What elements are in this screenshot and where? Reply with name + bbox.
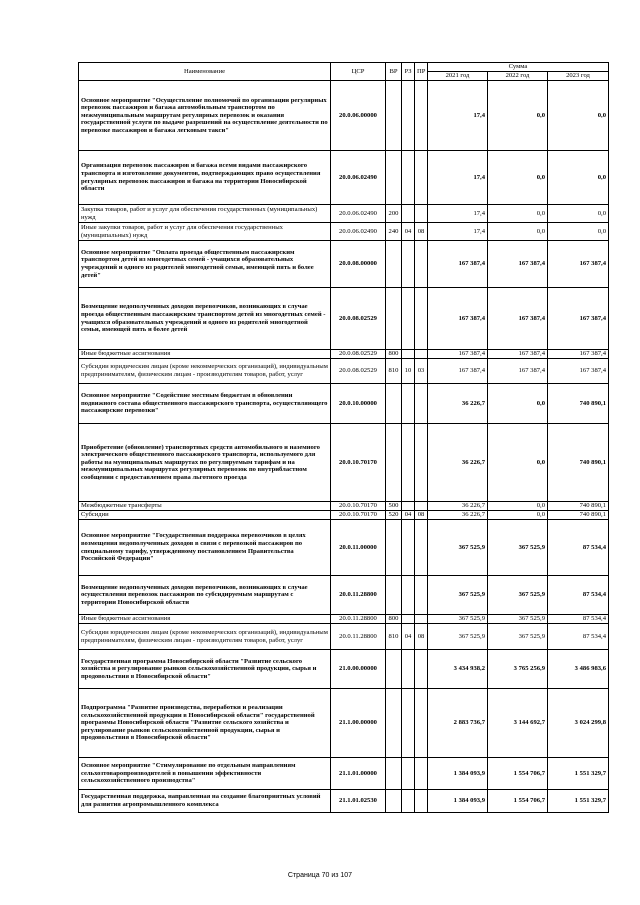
row-csr: 20.0.08.02529 [331,350,386,359]
row-csr: 20.0.06.02490 [331,223,386,241]
table-row [79,615,609,624]
row-value-2021: 36 226,7 [428,502,488,511]
row-value-2023: 87 534,4 [548,576,609,615]
row-name: Субсидии юридическим лицам (кроме некоммерческих организаций), индивидуальным предпринимателям, физическим лицам - производителям товаров, работ, услуг [79,359,331,384]
row-rz [402,758,415,790]
row-value-2023: 1 551 329,7 [548,758,609,790]
row-value-2022: 167 387,4 [488,288,548,350]
row-csr: 20.0.11.28800 [331,576,386,615]
table-row [79,502,609,511]
row-csr: 20.0.06.02490 [331,205,386,223]
row-pr [415,205,428,223]
row-vr [386,758,402,790]
table-row [79,520,609,576]
row-value-2022: 0,0 [488,502,548,511]
row-value-2022: 367 525,9 [488,520,548,576]
row-pr [415,650,428,689]
table-row [79,424,609,502]
row-value-2021: 36 226,7 [428,384,488,424]
row-vr: 800 [386,350,402,359]
row-vr [386,288,402,350]
row-csr: 21.0.00.00000 [331,650,386,689]
table-row [79,359,609,384]
row-value-2023: 167 387,4 [548,359,609,384]
table-row [79,223,609,241]
row-value-2022: 0,0 [488,205,548,223]
row-value-2021: 367 525,9 [428,624,488,650]
row-value-2023: 740 890,1 [548,424,609,502]
row-value-2023: 167 387,4 [548,288,609,350]
row-name: Основное мероприятие "Стимулирование по отдельным направлениям сельхозтоваропроизводителей в повышении эффективности сельскохозяйственного производства" [79,758,331,790]
row-vr: 240 [386,223,402,241]
row-value-2023: 0,0 [548,223,609,241]
row-value-2022: 167 387,4 [488,350,548,359]
row-name: Подпрограмма "Развитие производства, переработки и реализации сельскохозяйственной продукции в Новосибирской области" государственной программы Новосибирской области "Развитие сельского хозяйства и регулирование рынков сельскохозяйственной продукции, сырья и продовольствия в Новосибирской области" [79,689,331,758]
row-vr: 200 [386,205,402,223]
row-rz [402,790,415,813]
row-value-2021: 36 226,7 [428,511,488,520]
table-row [79,758,609,790]
row-value-2022: 1 554 706,7 [488,790,548,813]
row-value-2022: 0,0 [488,151,548,205]
row-value-2022: 0,0 [488,511,548,520]
row-name: Государственная программа Новосибирской области "Развитие сельского хозяйства и регулирование рынков сельскохозяйственной продукции, сырья и продовольствия в Новосибирской области" [79,650,331,689]
row-value-2022: 367 525,9 [488,624,548,650]
row-name: Возмещение недополученных доходов перевозчиков, возникающих в случае осуществления перевозок пассажиров по субсидируемым маршрутам с территории Новосибирской области [79,576,331,615]
row-name: Государственная поддержка, направленная на создание благоприятных условий для развития агропромышленного комплекса [79,790,331,813]
row-pr [415,384,428,424]
row-vr: 520 [386,511,402,520]
row-value-2022: 0,0 [488,81,548,151]
header-year-2022: 2022 год [488,72,548,81]
row-rz [402,502,415,511]
table-row [79,350,609,359]
header-rz: РЗ [402,63,415,81]
row-value-2023: 87 534,4 [548,520,609,576]
row-name: Межбюджетные трансферты [79,502,331,511]
table-row [79,288,609,350]
row-csr: 20.0.08.02529 [331,288,386,350]
table-body [79,81,609,813]
row-pr [415,502,428,511]
row-rz: 04 [402,511,415,520]
row-rz [402,650,415,689]
row-vr [386,241,402,288]
row-value-2023: 167 387,4 [548,350,609,359]
row-value-2023: 0,0 [548,81,609,151]
row-name: Субсидии [79,511,331,520]
row-value-2023: 0,0 [548,151,609,205]
row-rz: 10 [402,359,415,384]
row-csr: 20.0.11.28800 [331,615,386,624]
row-vr [386,424,402,502]
row-value-2021: 2 883 736,7 [428,689,488,758]
row-pr [415,81,428,151]
row-name: Возмещение недополученных доходов перевозчиков, возникающих в случае проезда общественным пассажирским транспортом детей из многодетных семей - учащихся образовательных учреждений и одного из родителей многодетной семьи, имеющей пять и более детей [79,288,331,350]
row-name: Основное мероприятие "Государственная поддержка перевозчиков в целях возмещения недополученных доходов в связи с перевозкой пассажиров по специальному тарифу, утвержденному постановлением Правительства Российской Федерации" [79,520,331,576]
row-value-2021: 167 387,4 [428,359,488,384]
row-rz [402,615,415,624]
table-row [79,576,609,615]
row-value-2021: 367 525,9 [428,615,488,624]
table-row [79,650,609,689]
header-pr: ПР [415,63,428,81]
row-pr: 08 [415,511,428,520]
table-row [79,384,609,424]
table-row [79,81,609,151]
row-csr: 20.0.10.70170 [331,511,386,520]
table-header [79,63,609,81]
budget-table [78,62,609,813]
row-name: Основное мероприятие "Содействие местным бюджетам в обновлении подвижного состава общественного пассажирского транспорта, осуществляющего пассажирские перевозки" [79,384,331,424]
row-vr [386,81,402,151]
row-value-2022: 167 387,4 [488,359,548,384]
row-rz [402,151,415,205]
row-value-2023: 87 534,4 [548,624,609,650]
row-pr [415,151,428,205]
row-name: Основное мероприятие "Оплата проезда общественным пассажирским транспортом детей из многодетных семей - учащихся образовательных учреждений и одного из родителей многодетной семьи, имеющей пять и более детей" [79,241,331,288]
row-value-2023: 3 486 983,6 [548,650,609,689]
row-csr: 20.0.08.02529 [331,359,386,384]
row-name: Организация перевозок пассажиров и багажа всеми видами пассажирского транспорта и изготовление документов, подтверждающих право осуществления регулярных перевозок пассажиров и багажа на территории Новосибирской области [79,151,331,205]
row-vr [386,689,402,758]
row-name: Субсидии юридическим лицам (кроме некоммерческих организаций), индивидуальным предпринимателям, физическим лицам - производителям товаров, работ, услуг [79,624,331,650]
row-rz [402,350,415,359]
row-vr [386,650,402,689]
row-rz [402,241,415,288]
row-vr [386,384,402,424]
table-row [79,205,609,223]
table-row [79,790,609,813]
row-pr [415,689,428,758]
row-pr: 08 [415,223,428,241]
row-name: Приобретение (обновление) транспортных средств автомобильного и наземного электрического общественного пассажирского транспорта, используемого для работы на муниципальных маршрутах по регулируемым тарифам и на межмуниципальных маршрутах регулярных перевозок по внутрибластном сообщении с предоставлением права льготного проезда [79,424,331,502]
row-value-2022: 167 387,4 [488,241,548,288]
row-value-2021: 167 387,4 [428,288,488,350]
row-value-2023: 740 890,1 [548,511,609,520]
row-csr: 20.0.06.00000 [331,81,386,151]
header-csr: ЦСР [331,63,386,81]
row-pr [415,615,428,624]
row-value-2022: 0,0 [488,424,548,502]
row-pr [415,520,428,576]
row-vr [386,576,402,615]
row-value-2021: 17,4 [428,151,488,205]
header-year-2023: 2023 год [548,72,609,81]
row-value-2021: 1 384 093,9 [428,758,488,790]
row-pr [415,350,428,359]
row-vr: 500 [386,502,402,511]
row-value-2023: 3 024 299,8 [548,689,609,758]
row-csr: 20.0.11.00000 [331,520,386,576]
row-rz [402,288,415,350]
row-pr [415,424,428,502]
row-vr [386,151,402,205]
row-rz [402,81,415,151]
page-number: Страница 70 из 107 [287,872,353,879]
row-csr: 20.0.11.28800 [331,624,386,650]
table-row [79,151,609,205]
row-value-2022: 1 554 706,7 [488,758,548,790]
row-pr [415,288,428,350]
row-value-2023: 0,0 [548,205,609,223]
row-pr [415,241,428,288]
row-value-2023: 740 890,1 [548,384,609,424]
row-rz: 04 [402,223,415,241]
row-rz [402,384,415,424]
row-name: Иные бюджетные ассигнования [79,350,331,359]
row-value-2021: 1 384 093,9 [428,790,488,813]
table-row [79,511,609,520]
row-rz [402,689,415,758]
row-value-2023: 87 534,4 [548,615,609,624]
row-value-2021: 367 525,9 [428,576,488,615]
row-rz [402,576,415,615]
row-csr: 20.0.10.70170 [331,502,386,511]
row-value-2021: 3 434 938,2 [428,650,488,689]
row-value-2022: 367 525,9 [488,615,548,624]
row-csr: 20.0.06.02490 [331,151,386,205]
row-value-2021: 167 387,4 [428,241,488,288]
row-value-2021: 367 525,9 [428,520,488,576]
header-vr: ВР [386,63,402,81]
table-row [79,241,609,288]
row-vr: 810 [386,359,402,384]
row-csr: 21.1.01.02530 [331,790,386,813]
table-row [79,689,609,758]
row-name: Основное мероприятие "Осуществление полномочий по организации регулярных перевозок пассажиров и багажа автомобильным транспортом по межмуниципальным маршрутам регулярных перевозок и оказания государственной услуги по выдаче разрешений на осуществление деятельности по перевозке пассажиров и багажа легковым такси" [79,81,331,151]
row-csr: 20.0.10.70170 [331,424,386,502]
table-row [79,624,609,650]
row-value-2023: 740 890,1 [548,502,609,511]
row-name: Закупка товаров, работ и услуг для обеспечения государственных (муниципальных) нужд [79,205,331,223]
row-vr: 800 [386,615,402,624]
row-value-2023: 1 551 329,7 [548,790,609,813]
header-name: Наименование [79,63,331,81]
row-pr: 03 [415,359,428,384]
row-value-2022: 0,0 [488,384,548,424]
row-csr: 21.1.01.00000 [331,758,386,790]
header-sum: Сумма [428,63,609,72]
row-value-2022: 0,0 [488,223,548,241]
row-rz [402,424,415,502]
header-year-2021: 2021 год [428,72,488,81]
row-value-2021: 167 387,4 [428,350,488,359]
row-value-2022: 3 144 692,7 [488,689,548,758]
row-pr [415,790,428,813]
row-rz [402,520,415,576]
row-value-2022: 3 765 256,9 [488,650,548,689]
row-csr: 21.1.00.00000 [331,689,386,758]
row-rz: 04 [402,624,415,650]
row-name: Иные закупки товаров, работ и услуг для обеспечения государственных (муниципальных) нужд [79,223,331,241]
row-value-2021: 17,4 [428,205,488,223]
row-value-2021: 17,4 [428,81,488,151]
row-csr: 20.0.10.00000 [331,384,386,424]
row-vr [386,790,402,813]
row-pr [415,576,428,615]
row-pr: 08 [415,624,428,650]
row-rz [402,205,415,223]
row-csr: 20.0.08.00000 [331,241,386,288]
row-vr: 810 [386,624,402,650]
row-value-2023: 167 387,4 [548,241,609,288]
row-value-2022: 367 525,9 [488,576,548,615]
row-pr [415,758,428,790]
row-value-2021: 17,4 [428,223,488,241]
row-name: Иные бюджетные ассигнования [79,615,331,624]
row-value-2021: 36 226,7 [428,424,488,502]
row-vr [386,520,402,576]
